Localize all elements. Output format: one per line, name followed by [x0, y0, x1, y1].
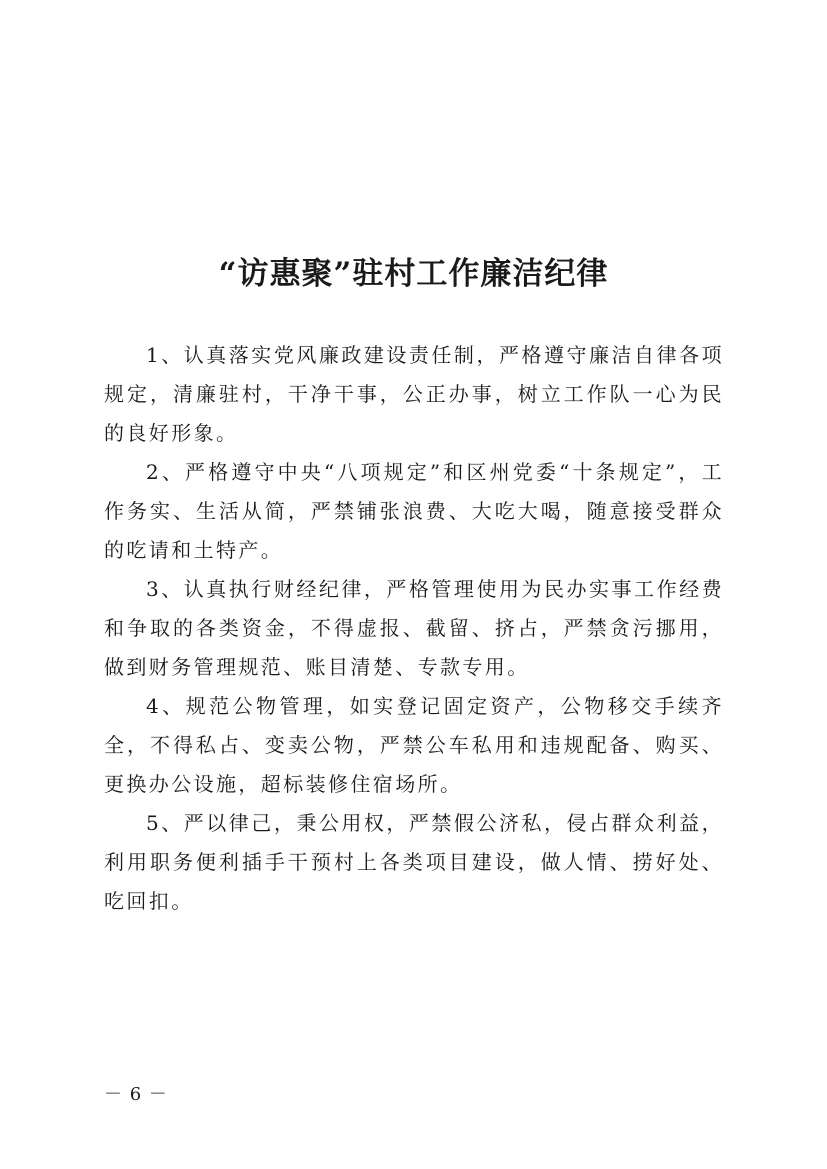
rule-paragraph-2: 2、严格遵守中央“八项规定”和区州党委“十条规定”，工作务实、生活从简，严禁铺张浪费、大吃大喝，随意接受群众的吃请和土特产。 — [104, 460, 724, 562]
rule-paragraph-4: 4、规范公物管理，如实登记固定资产，公物移交手续齐全，不得私占、变卖公物，严禁公车私用和违规配备、购买、更换办公设施，超标装修住宿场所。 — [104, 694, 724, 796]
document-body — [104, 336, 724, 921]
rule-paragraph-1: 1、认真落实党风廉政建设责任制，严格遵守廉洁自律各项规定，清廉驻村，干净干事，公正办事，树立工作队一心为民的良好形象。 — [104, 343, 724, 445]
rule-paragraph-3: 3、认真执行财经纪律，严格管理使用为民办实事工作经费和争取的各类资金，不得虚报、截留、挤占，严禁贪污挪用，做到财务管理规范、账目清楚、专款专用。 — [104, 577, 724, 679]
rule-paragraph-5: 5、严以律己，秉公用权，严禁假公济私，侵占群众利益，利用职务便利插手干预村上各类项目建设，做人情、捞好处、吃回扣。 — [104, 811, 724, 913]
page-number: － 6 － — [104, 1084, 168, 1105]
document-title: “访惠聚”驻村工作廉洁纪律 — [218, 256, 609, 292]
